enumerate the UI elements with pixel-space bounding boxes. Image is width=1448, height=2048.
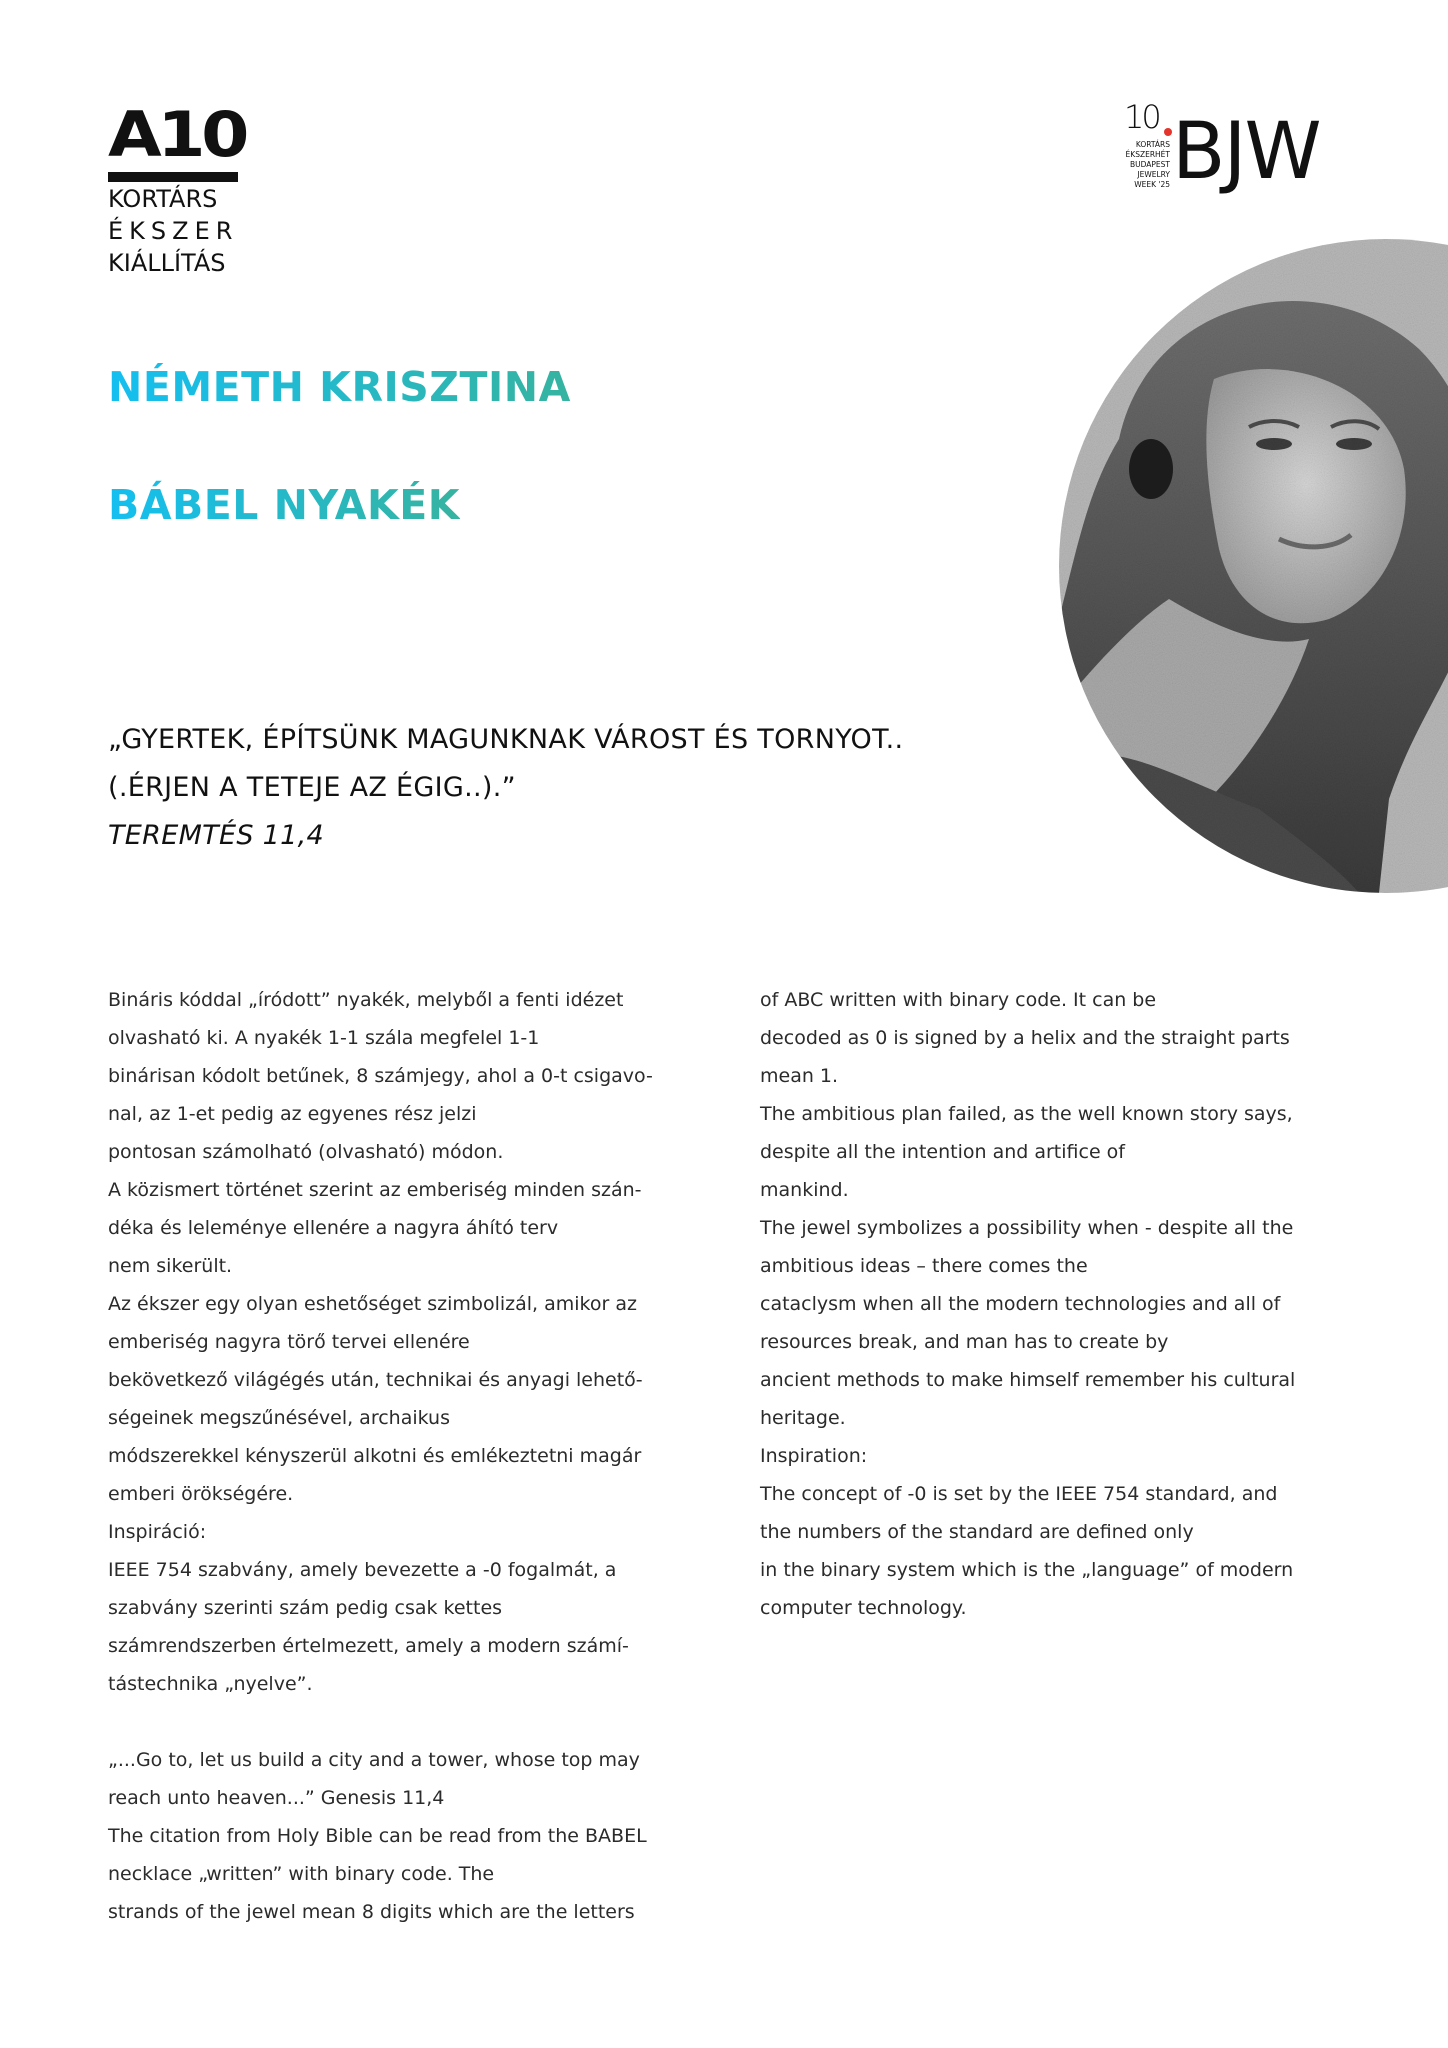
text-line: binárisan kódolt betűnek, 8 számjegy, ahol a 0-t csigavo- xyxy=(108,1065,653,1087)
text-line: IEEE 754 szabvány, amely bevezette a -0 fogalmát, a xyxy=(108,1559,617,1581)
text-line: despite all the intention and artifice of xyxy=(760,1141,1125,1163)
text-line: Inspiration: xyxy=(760,1445,868,1467)
bjw-logo-number: 10 xyxy=(1124,98,1159,136)
paragraph-gap xyxy=(108,1703,708,1741)
text-line: bekövetkező világégés után, technikai és anyagi lehető- xyxy=(108,1369,643,1391)
text-line: computer technology. xyxy=(760,1597,967,1619)
bjw-logo xyxy=(1112,100,1352,200)
a10-logo-line: KIÁLLÍTÁS xyxy=(108,249,226,277)
text-line: emberiség nagyra törő tervei ellenére xyxy=(108,1331,470,1353)
quote-line: „GYERTEK, ÉPÍTSÜNK MAGUNKNAK VÁROST ÉS TORNYOT.. xyxy=(108,724,904,755)
text-line: tástechnika „nyelve”. xyxy=(108,1673,313,1695)
text-line: „...Go to, let us build a city and a tower, whose top may xyxy=(108,1749,640,1771)
bjw-logo-wordmark: BJW xyxy=(1172,107,1320,197)
a10-logo xyxy=(108,98,245,278)
bjw-logo-small-text xyxy=(1114,140,1170,190)
text-line: The jewel symbolizes a possibility when - despite all the xyxy=(760,1217,1294,1239)
body-column-right xyxy=(760,981,1360,1627)
text-line: pontosan számolható (olvasható) módon. xyxy=(108,1141,504,1163)
text-line: Inspiráció: xyxy=(108,1521,207,1543)
photo-eye xyxy=(1256,438,1292,450)
text-line: resources break, and man has to create by xyxy=(760,1331,1169,1353)
bjw-logo-line: ÉKSZERHÉT xyxy=(1125,150,1170,159)
text-line: szabvány szerinti szám pedig csak kettes xyxy=(108,1597,503,1619)
portrait-illustration xyxy=(1059,239,1448,893)
text-line: olvasható ki. A nyakék 1-1 szála megfelel 1-1 xyxy=(108,1027,540,1049)
text-line: A közismert történet szerint az emberiség minden szán- xyxy=(108,1179,642,1201)
text-line: decoded as 0 is signed by a helix and the straight parts xyxy=(760,1027,1290,1049)
text-line: reach unto heaven...” Genesis 11,4 xyxy=(108,1787,445,1809)
text-line: módszerekkel kényszerül alkotni és emlékeztetni magár xyxy=(108,1445,642,1467)
bjw-logo-dot xyxy=(1164,128,1172,136)
text-line: emberi örökségére. xyxy=(108,1483,294,1505)
a10-logo-mark: A10 xyxy=(108,98,245,171)
body-column-left xyxy=(108,981,708,1931)
a10-logo-line: ÉKSZER xyxy=(108,217,239,245)
text-line: heritage. xyxy=(760,1407,846,1429)
artist-name: NÉMETH KRISZTINA xyxy=(108,363,571,411)
text-line: cataclysm when all the modern technologies and all of xyxy=(760,1293,1281,1315)
text-line: the numbers of the standard are defined only xyxy=(760,1521,1194,1543)
quote-line: (.ÉRJEN A TETEJE AZ ÉGIG..).” xyxy=(108,772,516,803)
text-line: of ABC written with binary code. It can be xyxy=(760,989,1157,1011)
photo-eye xyxy=(1336,438,1372,450)
work-title: BÁBEL NYAKÉK xyxy=(108,481,460,529)
bjw-logo-line: JEWELRY xyxy=(1137,170,1170,179)
text-line: mean 1. xyxy=(760,1065,839,1087)
text-line: nal, az 1-et pedig az egyenes rész jelzi xyxy=(108,1103,477,1125)
text-line: strands of the jewel mean 8 digits which are the letters xyxy=(108,1901,635,1923)
text-line: déka és leleménye ellenére a nagyra áhító terv xyxy=(108,1217,559,1239)
text-line: The concept of -0 is set by the IEEE 754 standard, and xyxy=(760,1483,1278,1505)
text-line: nem sikerült. xyxy=(108,1255,233,1277)
quote-block xyxy=(108,716,1068,860)
bjw-logo-line: BUDAPEST xyxy=(1129,160,1170,169)
text-line: számrendszerben értelmezett, amely a modern számí- xyxy=(108,1635,629,1657)
text-line: ancient methods to make himself remember his cultural xyxy=(760,1369,1296,1391)
text-line: Az ékszer egy olyan eshetőséget szimbolizál, amikor az xyxy=(108,1293,637,1315)
a10-logo-line: KORTÁRS xyxy=(108,185,218,213)
text-line: The ambitious plan failed, as the well known story says, xyxy=(760,1103,1293,1125)
bjw-logo-line: KORTÁRS xyxy=(1135,140,1170,149)
text-line: ségeinek megszűnésével, archaikus xyxy=(108,1407,450,1429)
text-line: ambitious ideas – there comes the xyxy=(760,1255,1088,1277)
text-line: The citation from Holy Bible can be read from the BABEL xyxy=(108,1825,647,1847)
bjw-logo-line: WEEK '25 xyxy=(1134,180,1170,189)
quote-source: TEREMTÉS 11,4 xyxy=(108,820,324,851)
portrait-photo xyxy=(1059,239,1448,893)
a10-logo-bar xyxy=(108,172,238,182)
text-line: in the binary system which is the „language” of modern xyxy=(760,1559,1294,1581)
text-line: Bináris kóddal „íródott” nyakék, melyből a fenti idézet xyxy=(108,989,624,1011)
text-line: mankind. xyxy=(760,1179,849,1201)
photo-earring xyxy=(1129,439,1173,499)
text-line: necklace „written” with binary code. The xyxy=(108,1863,495,1885)
